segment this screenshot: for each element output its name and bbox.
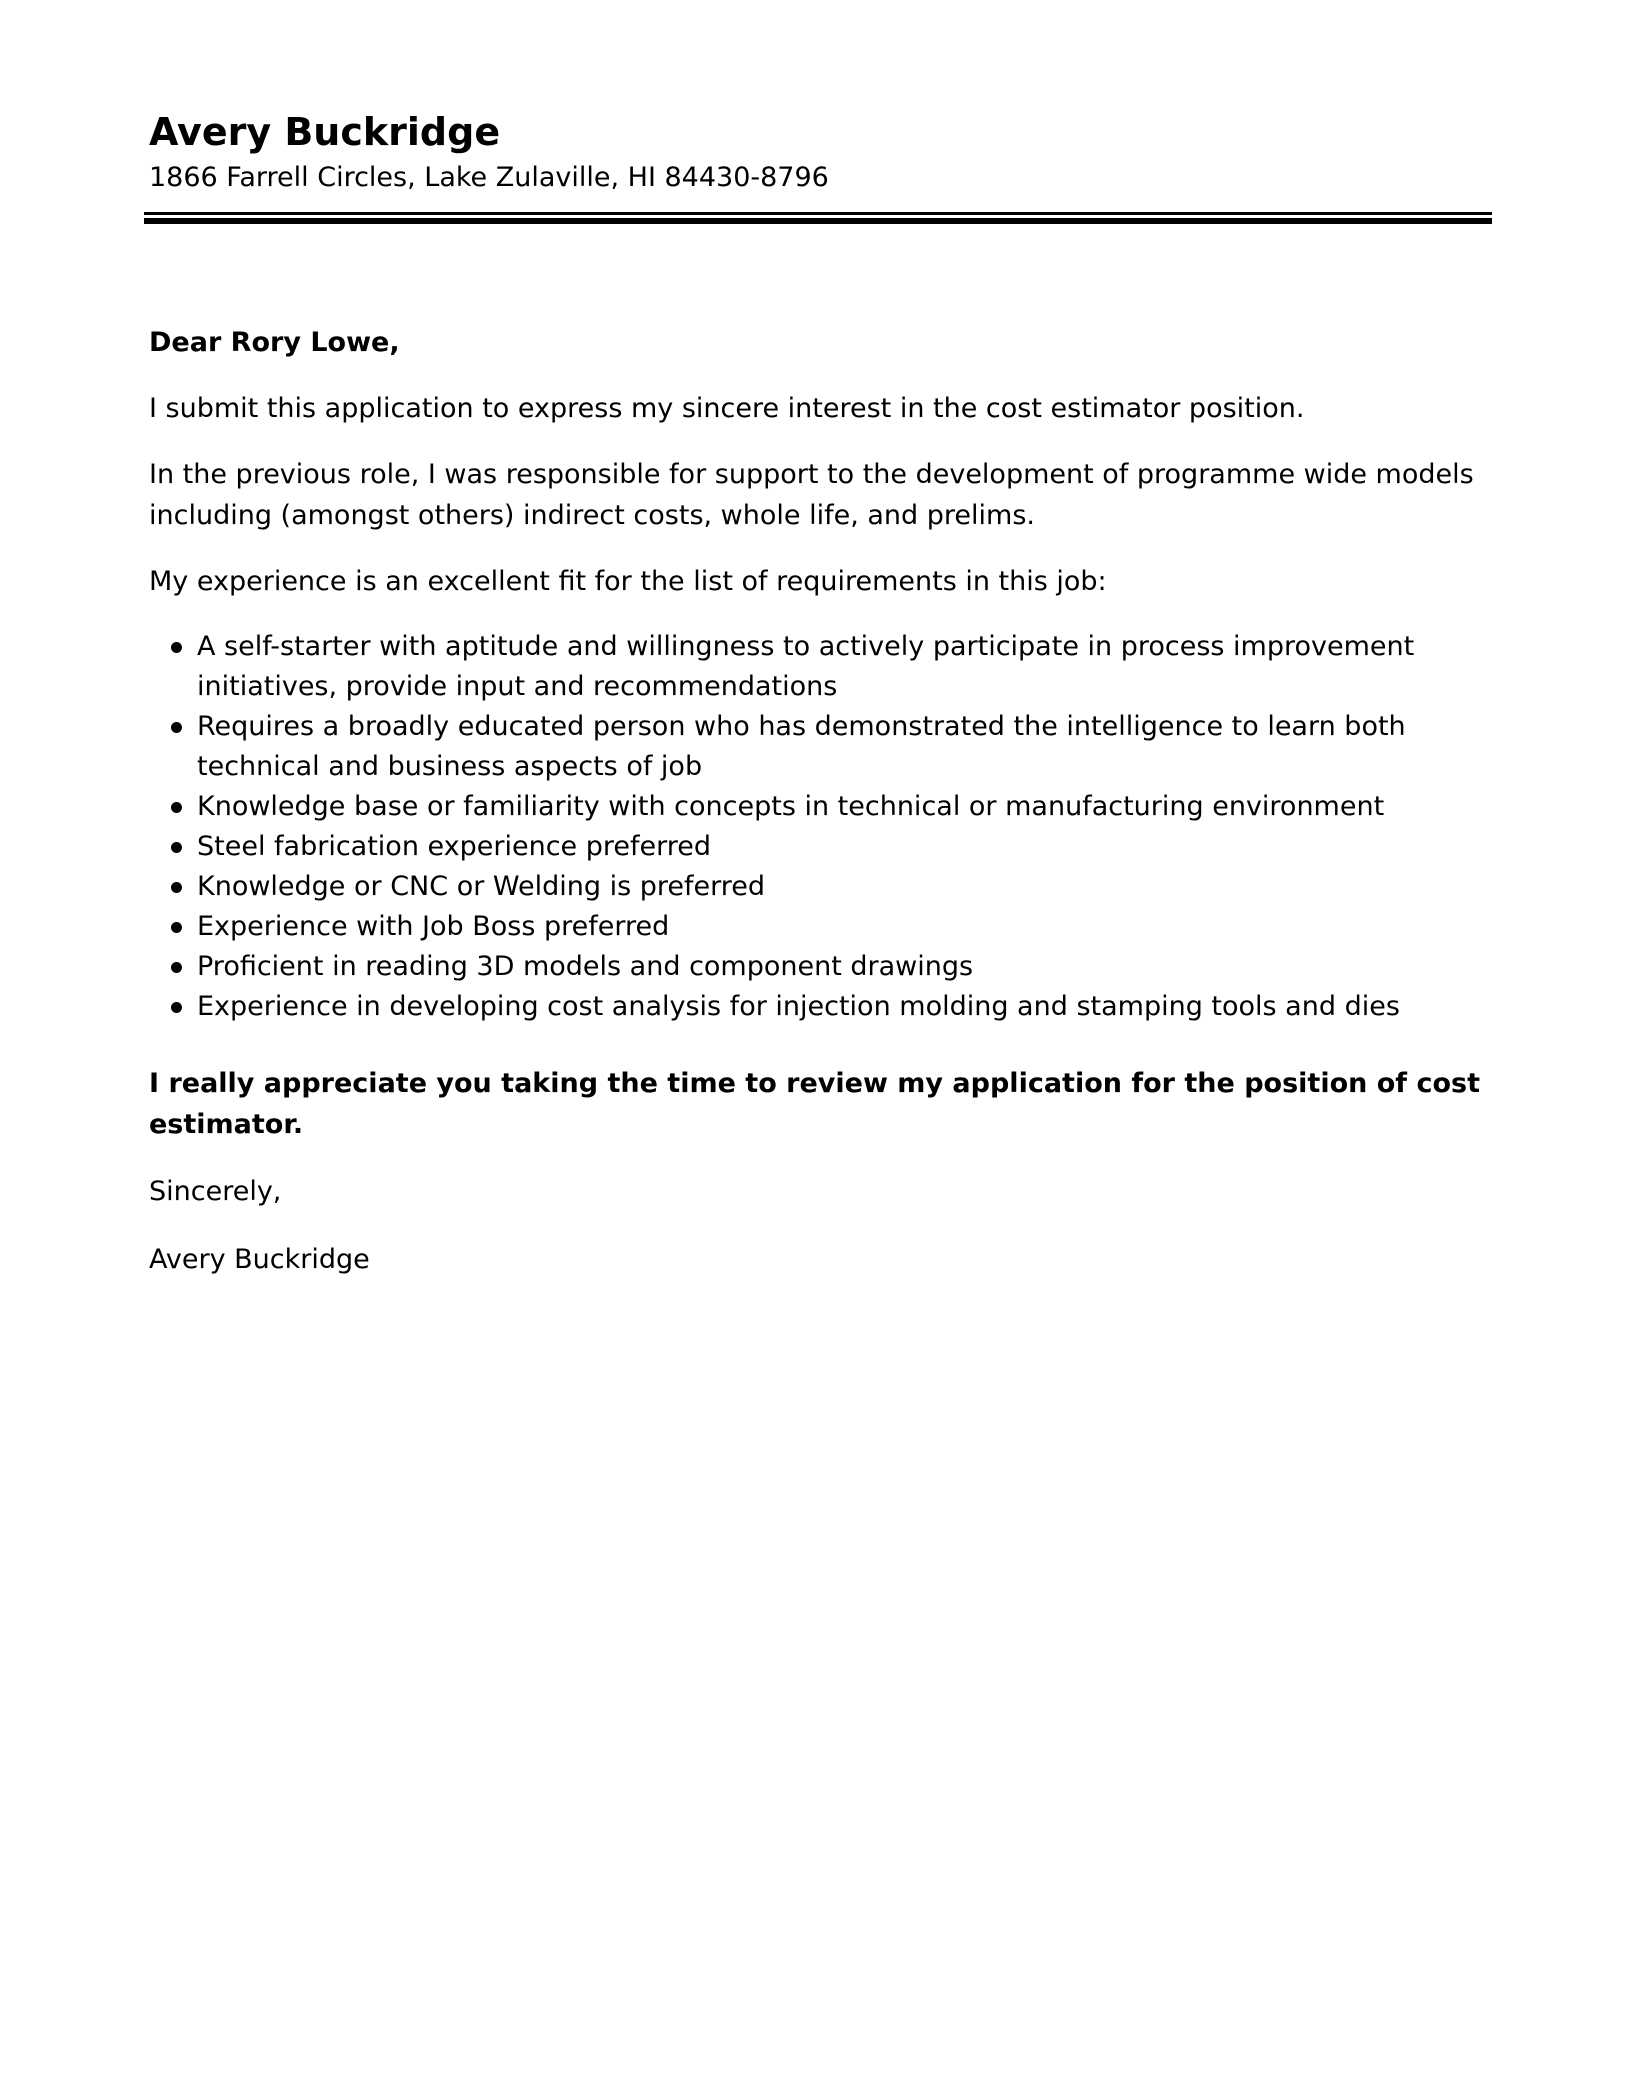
list-item: Steel fabrication experience preferred [197,827,1489,867]
sender-address: 1866 Farrell Circles, Lake Zulaville, HI 84430-8796 [149,162,829,193]
paragraph-previous-role: In the previous role, I was responsible for support to the development of programme wide models including (amongst others) indirect costs, whole life, and prelims. [149,459,1474,531]
signoff: Sincerely, [149,1176,282,1207]
list-item: Knowledge or CNC or Welding is preferred [197,867,1489,907]
list-item: Requires a broadly educated person who has demonstrated the intelligence to learn both technical and business aspects of job [197,707,1489,787]
paragraph-intro: I submit this application to express my sincere interest in the cost estimator position. [149,393,1305,424]
header-divider [144,212,1492,224]
paragraph-requirements-intro: My experience is an excellent fit for the list of requirements in this job: [149,566,1107,597]
letter-body [149,322,1489,1306]
requirements-list [149,627,1489,1027]
salutation: Dear Rory Lowe, [149,327,400,358]
closing-statement: I really appreciate you taking the time to review my application for the position of cost estimator. [149,1068,1480,1140]
list-item: Knowledge base or familiarity with concepts in technical or manufacturing environment [197,787,1489,827]
sender-name: Avery Buckridge [149,110,501,154]
list-item: Experience in developing cost analysis for injection molding and stamping tools and dies [197,987,1489,1027]
letter-header [149,106,1489,198]
list-item: Experience with Job Boss preferred [197,907,1489,947]
list-item: Proficient in reading 3D models and component drawings [197,947,1489,987]
list-item: A self-starter with aptitude and willingness to actively participate in process improvement initiatives, provide input and recommendations [197,627,1489,707]
signature-name: Avery Buckridge [149,1244,370,1275]
